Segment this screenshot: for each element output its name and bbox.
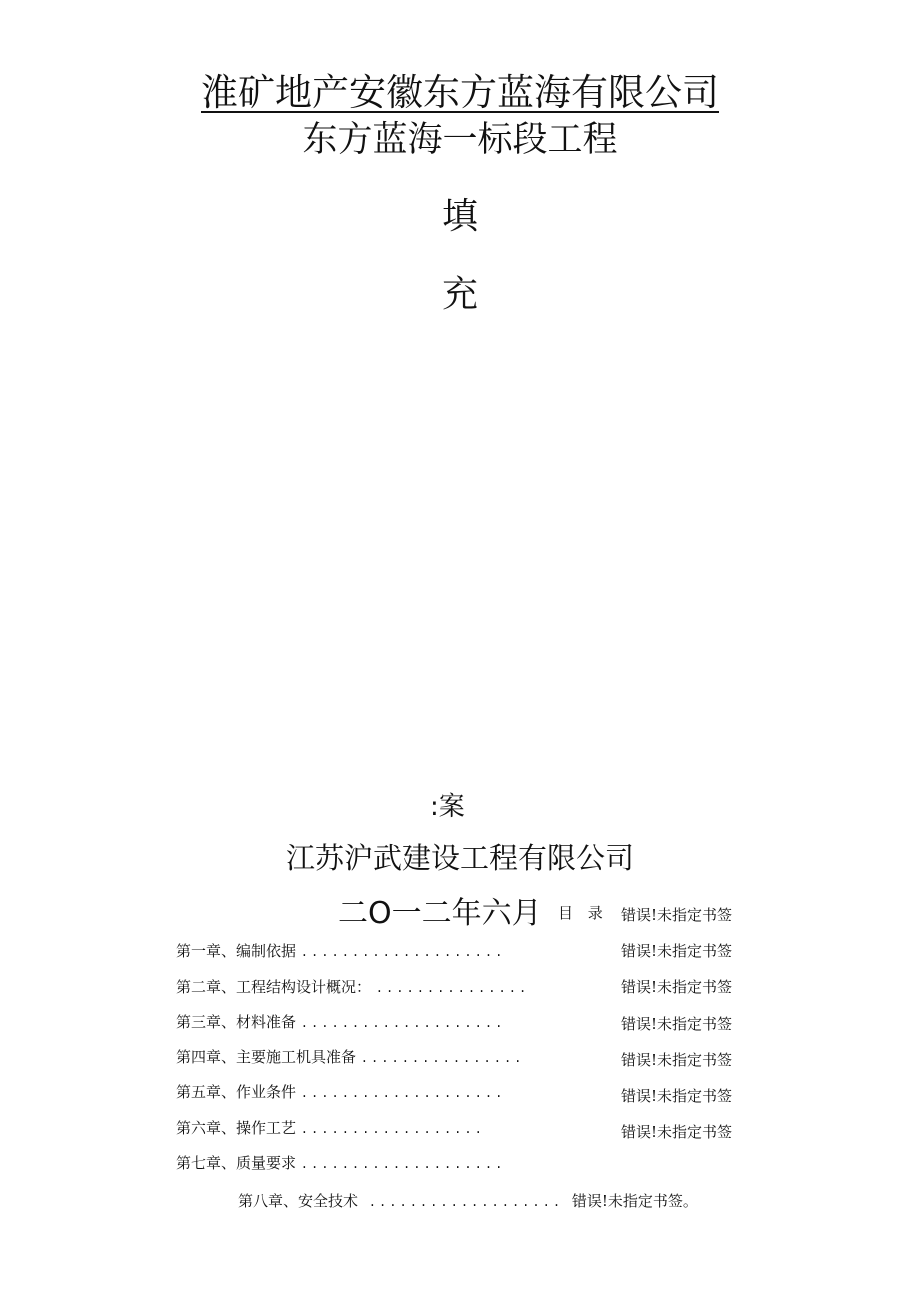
- toc-entry-title: 第八章、安全技术: [238, 1192, 359, 1210]
- toc-entry-leader: ................: [360, 1051, 525, 1065]
- toc-entry-title: 第五章、作业条件: [176, 1083, 297, 1101]
- toc-entry-page-ref: 错误!未指定书签: [621, 1051, 733, 1069]
- company-name: 江苏沪武建设工程有限公司: [285, 841, 634, 875]
- toc-entry-title: 第二章、工程结构设计概况：: [176, 978, 372, 996]
- cover-title-char-1: 填: [441, 196, 478, 237]
- toc-entry-label[interactable]: [176, 1046, 524, 1067]
- toc-entry-page-ref: 错误!未指定书签: [621, 942, 733, 960]
- scheme-fragment: :案: [430, 792, 465, 822]
- toc-heading: 目 录: [558, 904, 608, 922]
- toc-heading-page-ref: 错误!未指定书签: [621, 906, 733, 924]
- cover-date: 二O一二年六月: [338, 896, 542, 931]
- toc-entry-label[interactable]: [176, 1081, 505, 1102]
- toc-entry-label[interactable]: [176, 1152, 505, 1173]
- toc-entry-label[interactable]: [176, 940, 505, 961]
- toc-entry-leader: ...............: [375, 981, 530, 995]
- toc-entry-page-ref: 错误!未指定书签。: [571, 1192, 698, 1210]
- toc-entry-title: 第三章、材料准备: [176, 1013, 297, 1031]
- toc-entry-leader: ..................: [300, 1122, 485, 1136]
- toc-entry-leader: ....................: [300, 1157, 506, 1171]
- toc-entry-page-ref: 错误!未指定书签: [621, 978, 733, 996]
- toc-entry-label[interactable]: [176, 1011, 505, 1032]
- cover-title-line2: 东方蓝海一标段工程: [302, 120, 618, 160]
- toc-entry-page-ref: 错误!未指定书签: [621, 1015, 733, 1033]
- toc-entry-label[interactable]: [176, 1117, 485, 1138]
- toc-entry-leader: ...................: [368, 1195, 564, 1209]
- toc-entry-leader: ....................: [300, 1016, 506, 1030]
- toc-entry-title: 第一章、编制依据: [176, 942, 297, 960]
- toc-entry-title: 第七章、质量要求: [176, 1154, 297, 1172]
- toc-entry-title: 第四章、主要施工机具准备: [176, 1048, 357, 1066]
- toc-entry-leader: ....................: [300, 945, 506, 959]
- toc-entry-label[interactable]: [238, 1190, 698, 1211]
- toc-entry-page-ref: 错误!未指定书签: [621, 1087, 733, 1105]
- cover-title-char-2: 充: [441, 274, 478, 315]
- cover-title-line1: 淮矿地产安徽东方蓝海有限公司: [201, 71, 719, 114]
- toc-entry-title: 第六章、操作工艺: [176, 1119, 297, 1137]
- toc-entry-page-ref: 错误!未指定书签: [621, 1123, 733, 1141]
- toc-entry-leader: ....................: [300, 1086, 506, 1100]
- toc-entry-label[interactable]: [176, 976, 529, 997]
